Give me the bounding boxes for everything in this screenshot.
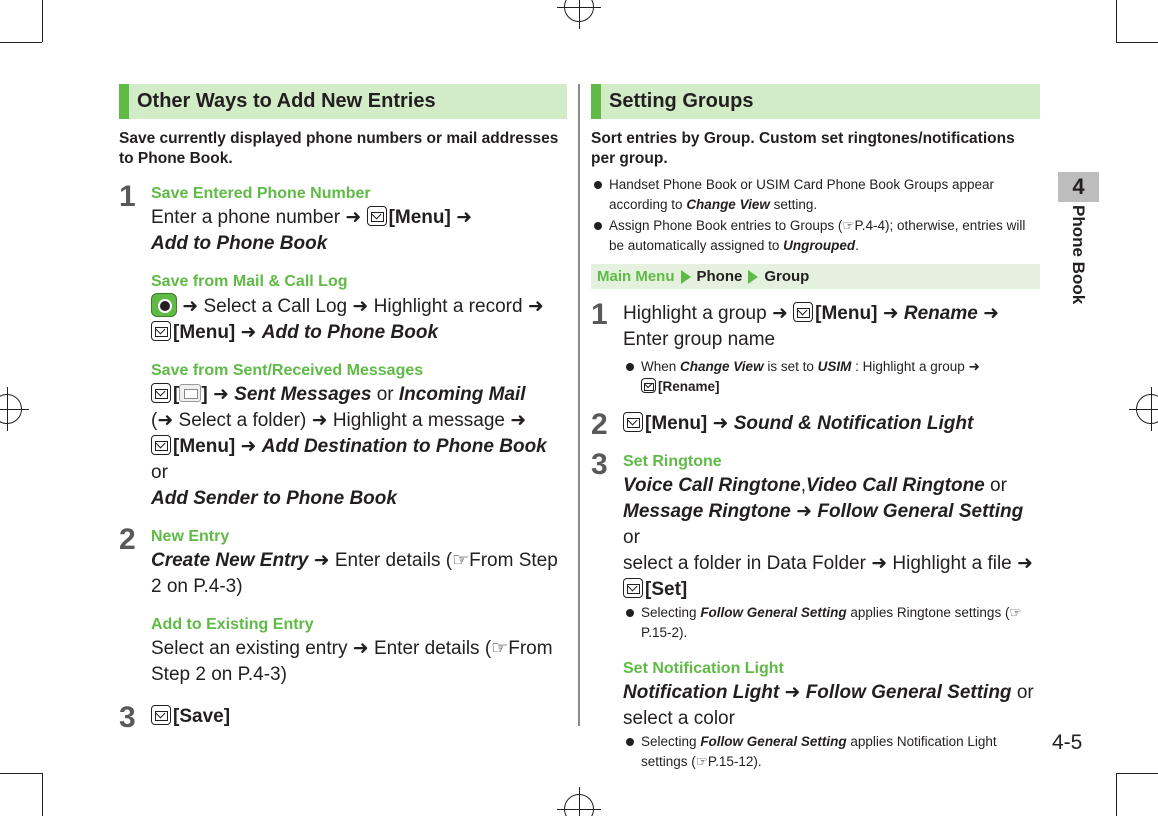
arrow-icon: ➜ <box>240 436 257 457</box>
arrow-icon: ➜ <box>240 322 257 343</box>
instruction-line: [Save] <box>151 704 567 730</box>
menu-path-item: Group <box>764 268 810 285</box>
bullet-item: When Change View is set to USIM : Highlight a group ➜ [Rename] <box>623 357 1040 397</box>
crop-mark <box>42 22 43 42</box>
call-log-key-icon <box>151 293 177 317</box>
sub-title: New Entry <box>151 528 230 545</box>
arrow-icon: ➜ <box>871 553 888 574</box>
arrow-icon: ➜ <box>313 550 330 571</box>
right-column <box>591 84 1040 773</box>
arrow-icon: ➜ <box>157 410 174 431</box>
mail-key-icon <box>641 378 656 393</box>
instruction-line: select a folder in Data Folder ➜ Highlight a file ➜ [Set] <box>623 553 1033 600</box>
arrow-icon: ➜ <box>182 296 199 317</box>
crop-mark <box>1116 773 1158 774</box>
step-number: 1 <box>119 180 136 213</box>
section-intro: Save currently displayed phone numbers or mail addresses to Phone Book. <box>119 130 559 167</box>
section-heading: Other Ways to Add New Entries <box>119 84 567 119</box>
instruction-line: Add Sender to Phone Book <box>151 488 397 509</box>
sub-title: Set Ringtone <box>623 453 722 470</box>
step-number: 3 <box>591 448 608 481</box>
sub-title: Set Notification Light <box>623 660 784 677</box>
arrow-icon: ➜ <box>784 682 801 703</box>
triangle-icon <box>748 270 758 284</box>
arrow-icon: ➜ <box>882 303 899 324</box>
arrow-icon: ➜ <box>352 638 369 659</box>
sub-title: Save from Sent/Received Messages <box>151 362 424 379</box>
crop-mark <box>42 773 43 816</box>
registration-mark <box>564 794 594 816</box>
crop-mark <box>1116 42 1136 43</box>
step-number: 2 <box>591 408 608 441</box>
envelope-icon <box>179 384 201 402</box>
section-intro: Sort entries by Group. Custom set ringtones/notifications per group. <box>591 130 1015 167</box>
instruction-line: ➜ Select a Call Log ➜ Highlight a record ➜ <box>151 293 567 320</box>
bullet-item: Selecting Follow General Setting applies Notification Light settings (☞P.15-12). <box>623 732 1040 772</box>
reference-icon: ☞ <box>842 218 855 233</box>
page-number: 4-5 <box>1052 731 1083 754</box>
menu-path-main: Main Menu <box>597 268 675 285</box>
step-2 <box>591 408 1040 441</box>
instruction-line: Voice Call Ringtone,Video Call Ringtone or <box>623 475 1007 496</box>
crop-mark <box>42 0 43 22</box>
mail-key-icon <box>151 383 171 403</box>
mail-key-icon <box>793 302 813 322</box>
mail-key-icon <box>367 206 387 226</box>
instruction-line: select a color <box>623 708 735 729</box>
mail-key-icon <box>151 705 171 725</box>
arrow-icon: ➜ <box>311 410 328 431</box>
mail-key-icon <box>623 578 643 598</box>
step-1 <box>119 180 567 512</box>
arrow-icon: ➜ <box>771 303 788 324</box>
instruction-line: Highlight a group ➜ [Menu] ➜ Rename ➜ Enter group name <box>623 303 1000 350</box>
step-number: 1 <box>591 298 608 331</box>
instruction-line: Message Ringtone ➜ Follow General Setting or <box>623 501 1024 548</box>
arrow-icon: ➜ <box>212 384 229 405</box>
instruction-line: Add to Phone Book <box>151 233 328 254</box>
registration-mark <box>1136 394 1158 424</box>
reference-icon: ☞ <box>491 638 509 659</box>
instruction-line: Select an existing entry ➜ Enter details (☞From Step 2 on P.4-3) <box>151 638 553 685</box>
step-number: 3 <box>119 701 136 734</box>
step-1 <box>591 298 1040 397</box>
instruction-line: (➜ Select a folder) ➜ Highlight a message ➜ <box>151 410 527 431</box>
arrow-icon: ➜ <box>712 413 729 434</box>
mail-key-icon <box>623 412 643 432</box>
bullet-item: Assign Phone Book entries to Groups (☞P.4-4); otherwise, entries will be automatically assigned to Ungrouped. <box>591 216 1040 256</box>
instruction-line: [Menu] ➜ Add Destination to Phone Book or <box>151 436 547 483</box>
crop-mark <box>0 773 42 774</box>
arrow-icon: ➜ <box>345 207 362 228</box>
step-2 <box>119 523 567 688</box>
sub-title: Save Entered Phone Number <box>151 185 371 202</box>
reference-icon: ☞ <box>452 550 470 571</box>
left-column <box>119 84 567 734</box>
crop-mark <box>1136 42 1158 43</box>
arrow-icon: ➜ <box>796 501 813 522</box>
arrow-icon: ➜ <box>527 296 544 317</box>
triangle-icon <box>681 270 691 284</box>
instruction-line: [ ] ➜ Sent Messages or Incoming Mail <box>151 382 567 408</box>
arrow-icon: ➜ <box>968 359 980 374</box>
step-3 <box>119 701 567 734</box>
step-3 <box>591 448 1040 772</box>
reference-icon: ☞ <box>695 754 708 769</box>
bullet-list <box>591 175 1040 256</box>
column-divider <box>578 84 580 726</box>
sub-title: Add to Existing Entry <box>151 616 314 633</box>
arrow-icon: ➜ <box>1017 553 1033 574</box>
instruction-line: Create New Entry ➜ Enter details (☞From Step 2 on P.4-3) <box>151 550 558 597</box>
arrow-icon: ➜ <box>352 296 369 317</box>
instruction-line: Notification Light ➜ Follow General Setting or <box>623 682 1034 703</box>
bullet-item: Handset Phone Book or USIM Card Phone Book Groups appear according to Change View setting. <box>591 175 1040 215</box>
sub-title: Save from Mail & Call Log <box>151 273 348 290</box>
crop-mark <box>1116 0 1117 42</box>
mail-key-icon <box>151 321 171 341</box>
chapter-label: Phone Book <box>1069 205 1088 305</box>
bullet-item: Selecting Follow General Setting applies Ringtone settings (☞P.15-2). <box>623 603 1040 643</box>
instruction-line: [Menu] ➜ Sound & Notification Light <box>623 411 1040 437</box>
registration-mark <box>0 394 22 424</box>
instruction-line: Enter a phone number ➜ [Menu] ➜ <box>151 207 473 228</box>
reference-icon: ☞ <box>1009 605 1022 620</box>
crop-mark <box>1116 773 1117 816</box>
crop-mark <box>22 42 42 43</box>
section-heading: Setting Groups <box>591 84 1040 119</box>
menu-path <box>591 264 1040 289</box>
arrow-icon: ➜ <box>456 207 473 228</box>
chapter-tab: 4 <box>1058 172 1099 202</box>
arrow-icon: ➜ <box>510 410 527 431</box>
step-number: 2 <box>119 523 136 556</box>
mail-key-icon <box>151 435 171 455</box>
registration-mark <box>564 0 594 22</box>
menu-path-item: Phone <box>696 268 743 285</box>
instruction-line: [Menu] ➜ Add to Phone Book <box>151 320 567 346</box>
arrow-icon: ➜ <box>983 303 1000 324</box>
